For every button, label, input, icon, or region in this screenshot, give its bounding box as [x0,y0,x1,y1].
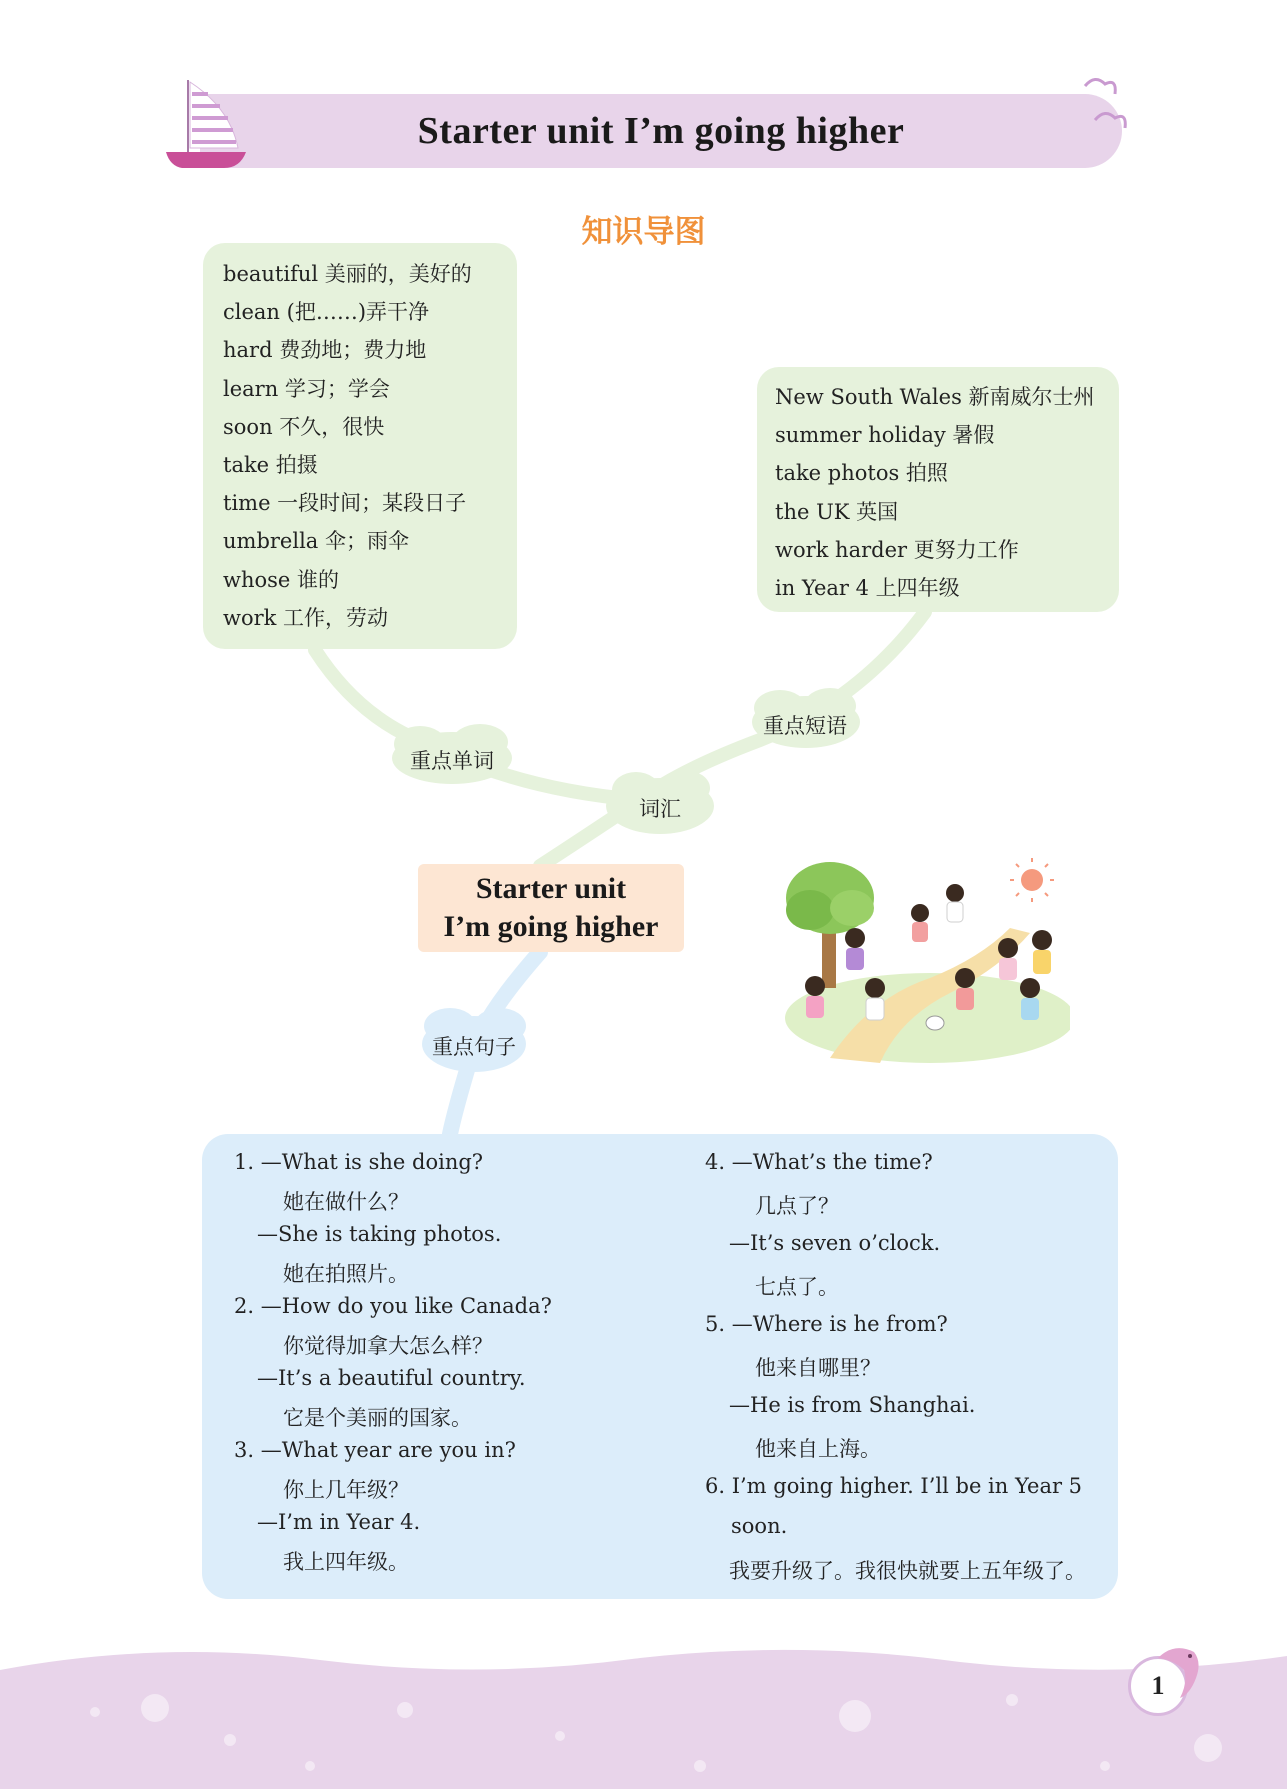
sentence-line: —It’s a beautiful country. [257,1366,526,1390]
word-item: work 工作，劳动 [223,605,389,630]
key-words-box [203,243,517,649]
phrase-item: the UK 英国 [775,499,899,524]
phrase-item: in Year 4 上四年级 [775,576,960,601]
sentence-line: 几点了？ [755,1194,839,1218]
sentence-line: 他来自上海。 [755,1437,881,1461]
section-title: 知识导图 [581,214,706,250]
sentence-line: 5. —Where is he from? [705,1312,948,1336]
sentence-line: 你上几年级？ [283,1478,409,1502]
word-item: time 一段时间；某段日子 [223,491,467,516]
sentence-line: 你觉得加拿大怎么样？ [283,1334,493,1358]
sentence-line: 1. —What is she doing? [234,1150,484,1174]
sentence-line: soon. [731,1514,788,1538]
sentence-line: —She is taking photos. [257,1222,502,1246]
word-item: take 拍摄 [223,453,318,478]
word-item: hard 费劲地；费力地 [223,338,427,363]
word-item: whose 谁的 [223,567,340,592]
page-number: 1 [1128,1656,1188,1716]
center-node-line1: Starter unit [475,872,627,905]
sentence-line: 他来自哪里？ [755,1356,881,1380]
word-item: soon 不久，很快 [223,414,385,439]
vocabulary-label: 词汇 [639,797,681,821]
key-phrases-box [757,367,1119,612]
footer-wave [0,1640,1287,1789]
sentence-line: 我要升级了。我很快就要上五年级了。 [729,1559,1086,1583]
phrase-item: take photos 拍照 [775,461,948,486]
phrase-item: work harder 更努力工作 [775,537,1019,562]
phrase-item: New South Wales 新南威尔士州 [775,385,1095,409]
center-node [418,864,684,952]
dolphin-icon [1150,1638,1206,1702]
word-item: clean (把……)弄干净 [223,300,430,325]
page-title: Starter unit I’m going higher [417,110,905,152]
word-item: beautiful 美丽的，美好的 [223,262,472,286]
key-words-label: 重点单词 [410,749,494,773]
sentence-line: 她在拍照片。 [283,1262,409,1286]
sentence-line: —I’m in Year 4. [257,1510,421,1534]
key-phrases-label: 重点短语 [763,714,847,738]
sentence-line: 我上四年级。 [283,1550,409,1574]
sentence-line: 4. —What’s the time? [705,1150,933,1174]
word-item: learn 学习；学会 [223,376,390,401]
center-node-line2: I’m going higher [443,910,659,943]
sentence-line: 她在做什么？ [283,1190,409,1214]
key-sentences-label: 重点句子 [432,1035,516,1059]
sentence-line: 它是个美丽的国家。 [283,1406,472,1430]
word-item: umbrella 伞；雨伞 [223,529,409,554]
sentence-line: —He is from Shanghai. [729,1393,976,1417]
sentence-line: 6. I’m going higher. I’ll be in Year 5 [705,1474,1083,1498]
phrase-item: summer holiday 暑假 [775,423,995,448]
sentence-line: —It’s seven o’clock. [729,1231,941,1255]
sentence-line: 2. —How do you like Canada? [234,1294,552,1318]
children-playing-illustration [780,858,1070,1063]
sentence-line: 七点了。 [755,1275,839,1299]
sentence-line: 3. —What year are you in? [234,1438,516,1462]
